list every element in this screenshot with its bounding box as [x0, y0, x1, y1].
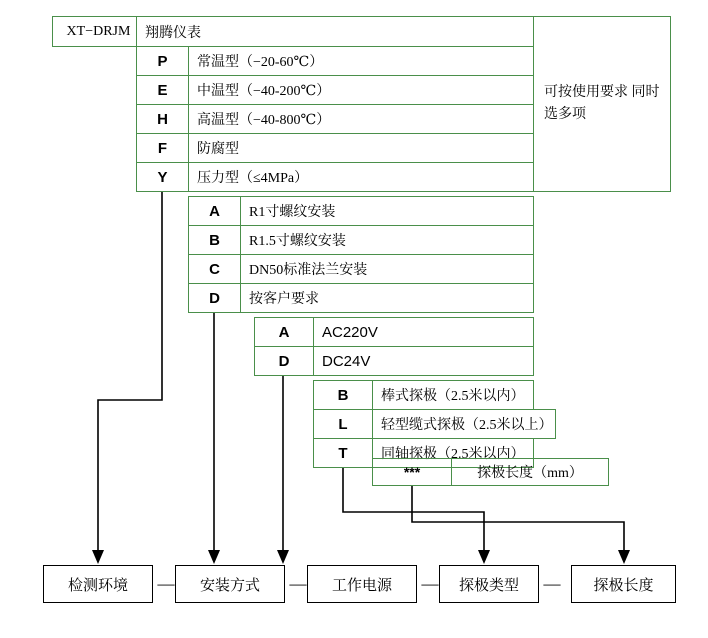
legend-label: 安装方式 — [199, 577, 260, 594]
code-label: P — [157, 52, 168, 70]
inst-desc-a — [240, 196, 534, 226]
code-label: T — [338, 444, 348, 462]
power-code-d — [254, 346, 314, 376]
inst-desc-d — [240, 283, 534, 313]
probe-desc-l — [372, 409, 556, 439]
desc-label: 按客户要求 — [249, 292, 319, 307]
note-cell — [533, 16, 671, 192]
power-code-a — [254, 317, 314, 347]
note-text — [534, 82, 670, 126]
env-desc-f — [188, 133, 534, 163]
probe-code-l — [313, 409, 373, 439]
legend-label: 探极类型 — [458, 577, 519, 594]
code-label: A — [209, 202, 220, 220]
code-label: D — [278, 352, 290, 370]
env-code-p — [136, 46, 189, 76]
legend-label: 工作电源 — [331, 577, 392, 594]
legend-separator-2: — — [289, 574, 307, 593]
desc-label: 压力型（≤4MPa） — [197, 171, 309, 186]
desc-label: 中温型（−40-200℃） — [197, 84, 331, 99]
note-line-1: 可按使用要求 — [544, 85, 628, 100]
legend-box-probe-type[interactable] — [439, 565, 539, 603]
power-desc-d — [313, 346, 534, 376]
code-label: Y — [157, 168, 168, 186]
inst-code-a — [188, 196, 241, 226]
code-label: H — [157, 110, 168, 128]
env-desc-y — [188, 162, 534, 192]
code-label: F — [157, 139, 168, 157]
code-label: L — [338, 415, 348, 433]
desc-label: DN50标准法兰安装 — [249, 263, 368, 278]
code-label: D — [209, 289, 220, 307]
desc-label: R1寸螺纹安装 — [249, 205, 336, 220]
env-desc-e — [188, 75, 534, 105]
inst-desc-c — [240, 254, 534, 284]
model-code-cell — [52, 16, 137, 47]
env-code-f — [136, 133, 189, 163]
legend-separator-4: — — [543, 574, 561, 593]
legend-box-detection-environment[interactable] — [43, 565, 153, 603]
inst-code-b — [188, 225, 241, 255]
probe-code-t — [313, 438, 373, 468]
env-code-e — [136, 75, 189, 105]
model-name-label: 翔腾仪表 — [145, 25, 201, 41]
code-label: *** — [403, 464, 421, 480]
legend-label: 探极长度 — [593, 577, 654, 594]
power-desc-a — [313, 317, 534, 347]
desc-label: 高温型（−40-800℃） — [197, 113, 331, 128]
code-label: B — [337, 386, 349, 404]
desc-label: 棒式探极（2.5米以内） — [381, 389, 525, 404]
note-line-2: 同时选多项 — [544, 85, 660, 122]
legend-separator-3: — — [421, 574, 439, 593]
desc-label: 常温型（−20-60℃） — [197, 55, 324, 70]
desc-label: R1.5寸螺纹安装 — [249, 234, 346, 249]
length-code — [372, 458, 452, 486]
inst-code-c — [188, 254, 241, 284]
desc-label: AC220V — [322, 323, 378, 341]
code-label: E — [157, 81, 168, 99]
inst-code-d — [188, 283, 241, 313]
env-desc-p — [188, 46, 534, 76]
legend-separator-1: — — [157, 574, 175, 593]
code-label: C — [209, 260, 220, 278]
desc-label: 轻型缆式探极（2.5米以上） — [381, 418, 553, 433]
inst-desc-b — [240, 225, 534, 255]
legend-box-working-power[interactable] — [307, 565, 417, 603]
desc-label: 防腐型 — [197, 142, 239, 157]
legend-label: 检测环境 — [67, 577, 128, 594]
length-desc — [451, 458, 609, 486]
desc-label: 同轴探极（2.5米以内） — [381, 447, 525, 462]
desc-label: 探极长度（mm） — [477, 466, 583, 481]
legend-box-installation-method[interactable] — [175, 565, 285, 603]
probe-code-b — [313, 380, 373, 410]
desc-label: DC24V — [322, 352, 371, 370]
env-desc-h — [188, 104, 534, 134]
legend-box-probe-length[interactable] — [571, 565, 676, 603]
model-code-label: XT−DRJM — [66, 23, 131, 39]
model-name-cell — [136, 16, 534, 47]
env-code-h — [136, 104, 189, 134]
env-code-y — [136, 162, 189, 192]
code-label: A — [278, 323, 290, 341]
code-label: B — [209, 231, 220, 249]
probe-desc-b — [372, 380, 534, 410]
